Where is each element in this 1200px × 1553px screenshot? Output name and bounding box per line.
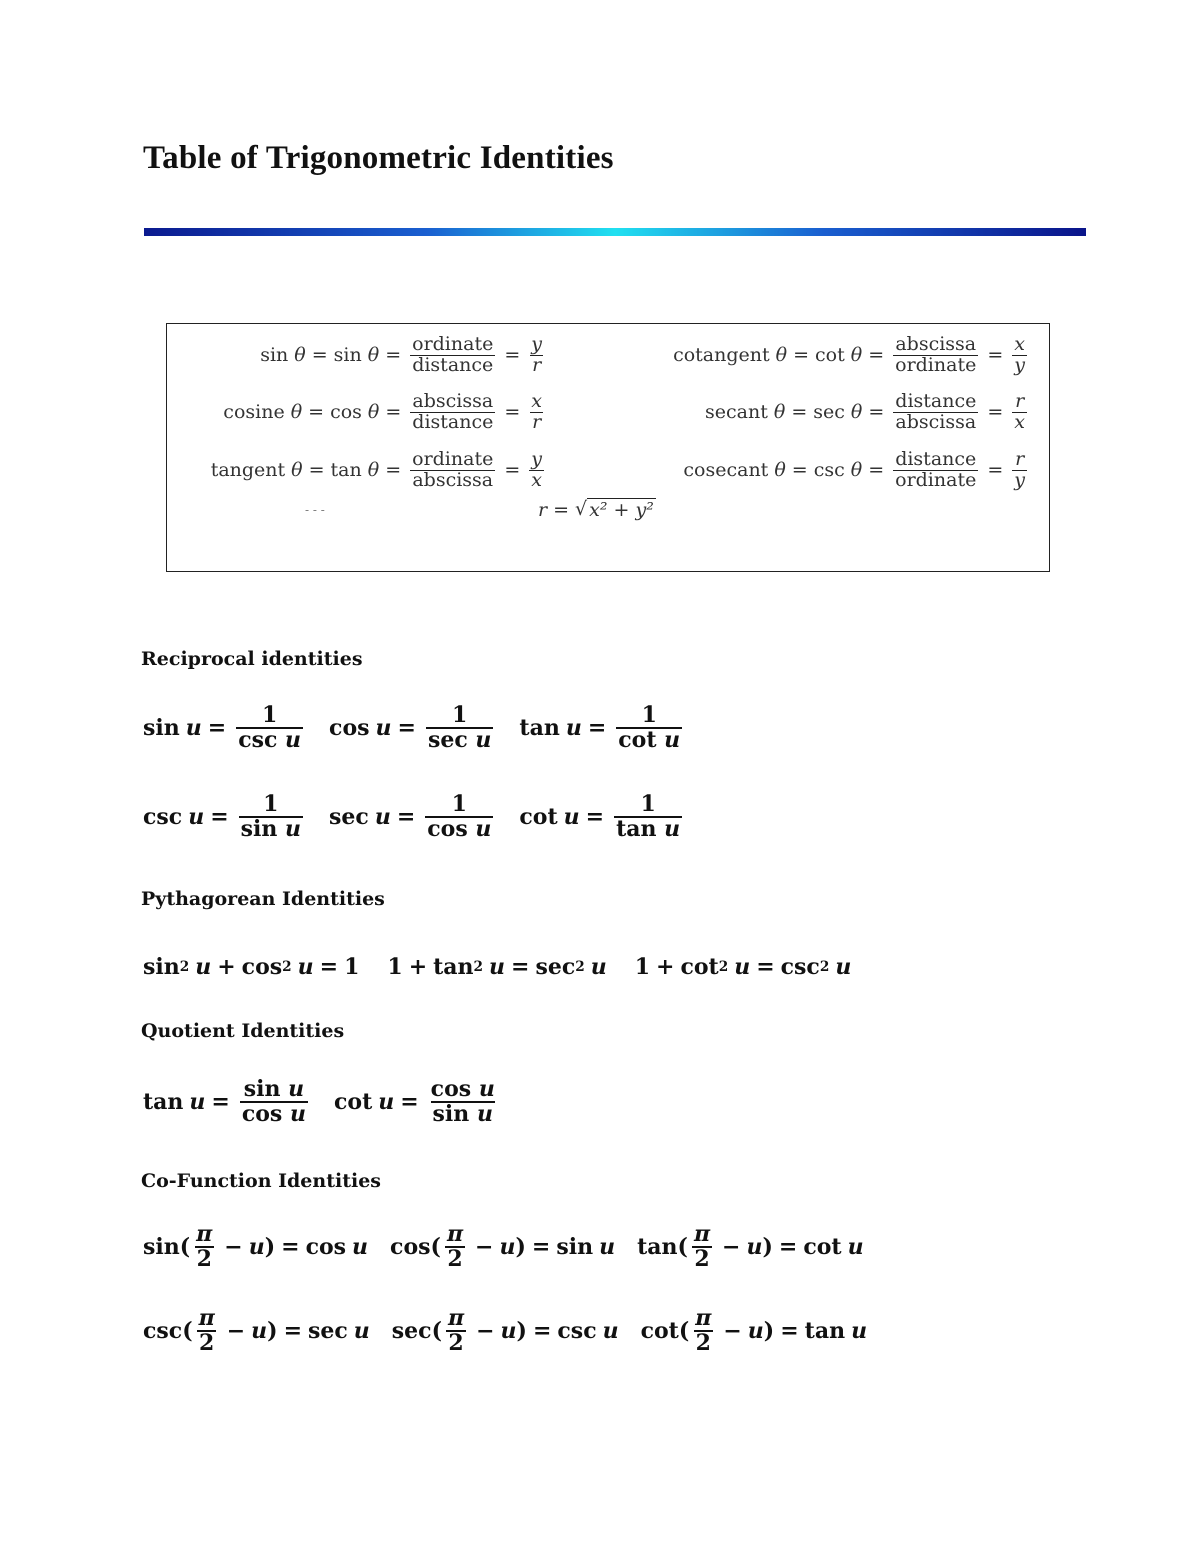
sqrt-icon: √ bbox=[575, 498, 588, 520]
page-title: Table of Trigonometric Identities bbox=[143, 140, 614, 176]
def-ellipsis: - - - bbox=[305, 503, 325, 517]
reciprocal-row-2: csc u = $\frac{1}{\text{sin u}}$ sec u = $\frac{1}{\text{cos u}}$ cot u = $\frac{1}{\text{tan u}}$ bbox=[143, 791, 681, 843]
def-tangent: tangent θ = tan θ = $\frac{\text{ordinate}}{\text{abscissa}}$ = $\frac{y}{x}$ bbox=[210, 448, 542, 491]
def-radius: r = √ x² + y² bbox=[538, 498, 654, 521]
title-divider bbox=[144, 228, 1086, 236]
pythagorean-row: sin 2 u + cos 2 u = 1 1 + tan 2 u = sec 2 u 1 + cot 2 u = csc 2 u bbox=[143, 954, 852, 980]
section-pythagorean: Pythagorean Identities bbox=[141, 888, 385, 910]
def-cosecant: cosecant θ = csc θ = $\frac{\text{distance}}{\text{ordinate}}$ = $\frac{r}{y}$ bbox=[683, 448, 1025, 491]
cofunction-row-2: csc ( $\frac{\pi}{2}$ − u ) = sec u sec ( $\frac{\pi}{2}$ − u ) = csc u cot ( $\frac{\pi}{2}$ − u ) = tan u bbox=[143, 1305, 868, 1357]
def-sine: sin θ = sin θ = $\frac{\text{ordinate}}{\text{distance}}$ = $\frac{y}{r}$ bbox=[260, 333, 542, 376]
def-cotangent: cotangent θ = cot θ = $\frac{\text{abscissa}}{\text{ordinate}}$ = $\frac{x}{y}$ bbox=[673, 333, 1025, 376]
section-cofunction: Co-Function Identities bbox=[141, 1170, 381, 1192]
reciprocal-row-1: sin u = $\frac{1}{\text{csc u}}$ cos u = $\frac{1}{\text{sec u}}$ tan u = $\frac{1}{\text{cot u}}$ bbox=[143, 702, 681, 754]
quotient-row: tan u = $\frac{\text{sin u}}{\text{cos u}}$ cot u = $\frac{\text{cos u}}{\text{sin u}}$ bbox=[143, 1076, 495, 1128]
cofunction-row-1: sin ( $\frac{\pi}{2}$ − u ) = cos u cos ( $\frac{\pi}{2}$ − u ) = sin u tan ( $\frac{\pi}{2}$ − u ) = cot u bbox=[143, 1221, 864, 1273]
section-quotient: Quotient Identities bbox=[141, 1020, 345, 1042]
section-reciprocal: Reciprocal identities bbox=[141, 648, 363, 670]
def-secant: secant θ = sec θ = $\frac{\text{distance}}{\text{abscissa}}$ = $\frac{r}{x}$ bbox=[705, 390, 1025, 433]
def-cosine: cosine θ = cos θ = $\frac{\text{abscissa}}{\text{distance}}$ = $\frac{x}{r}$ bbox=[223, 390, 542, 433]
